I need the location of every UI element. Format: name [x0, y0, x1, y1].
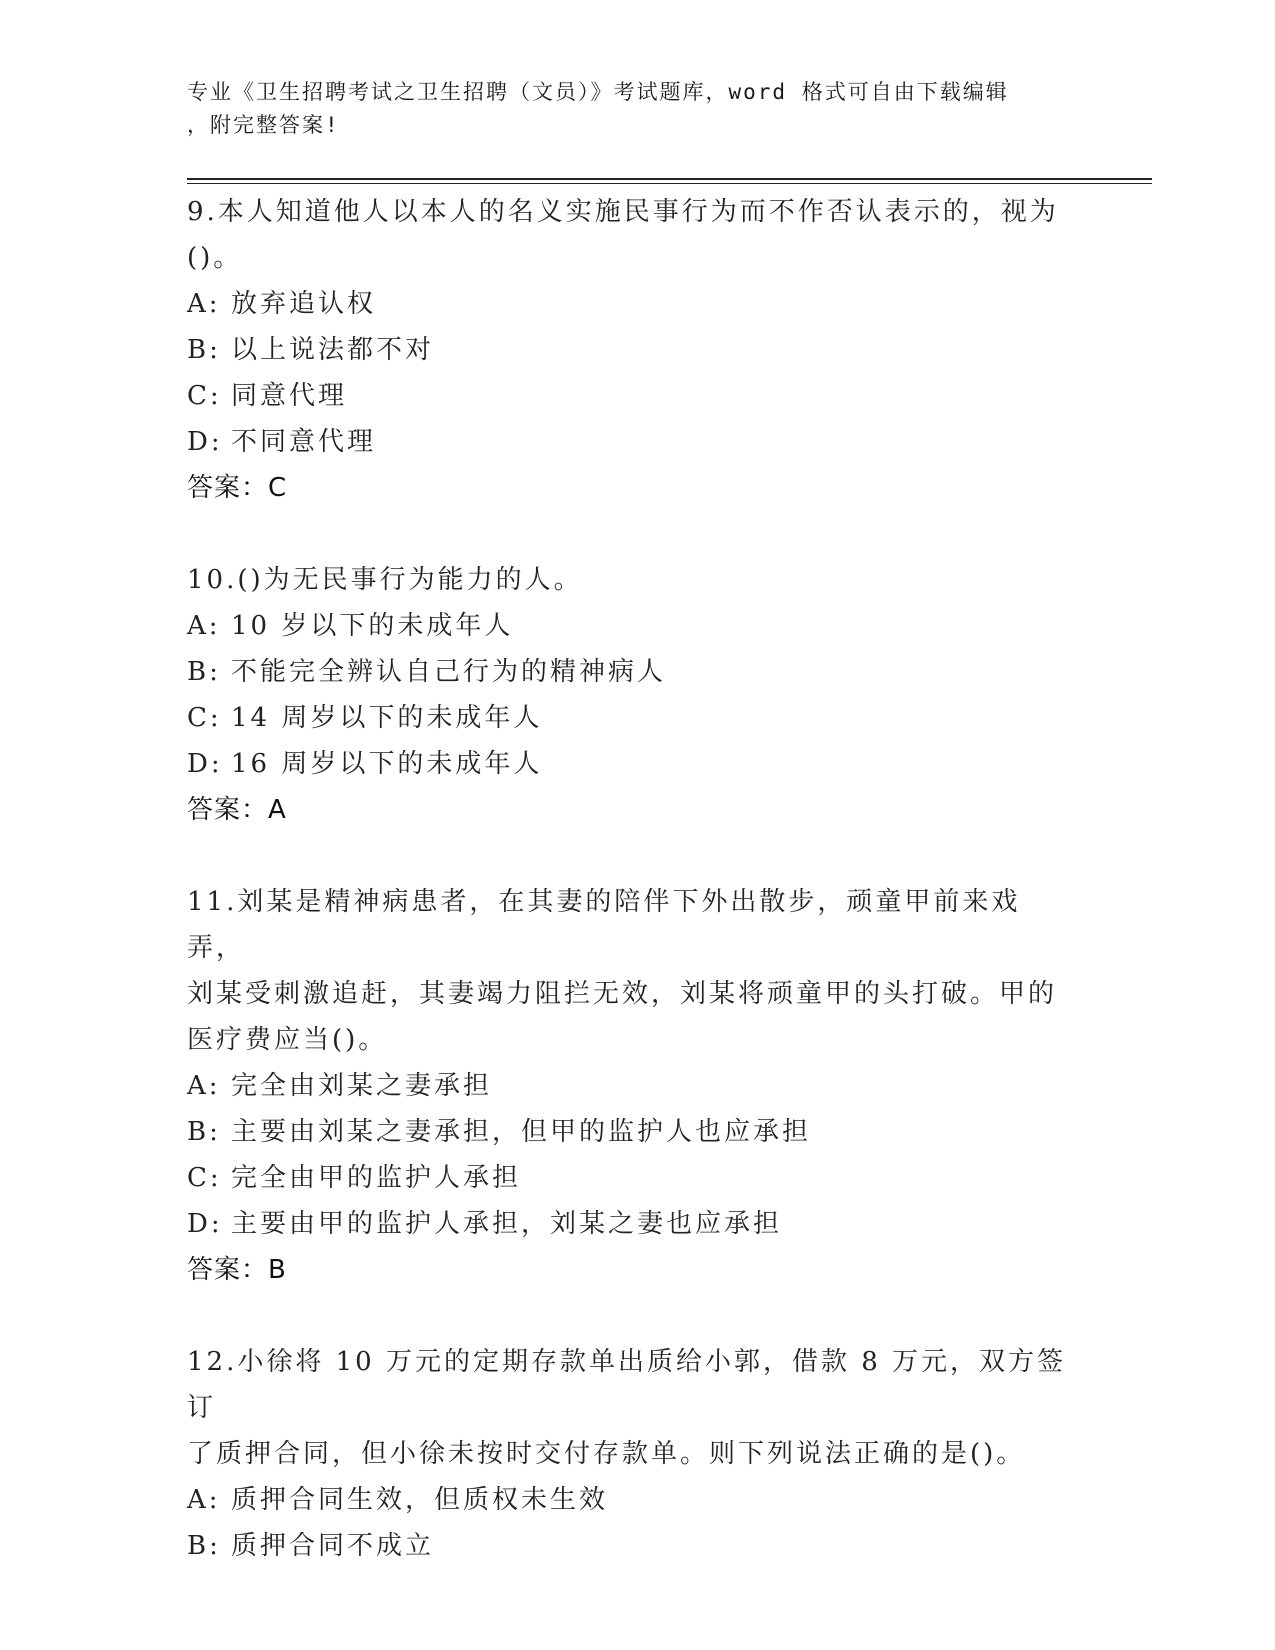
option-letter: C: [187, 381, 222, 411]
option-text: 完全由甲的监护人承担 [231, 1163, 522, 1193]
question-stem-line: 10.()为无民事行为能力的人。 [187, 565, 583, 595]
option-a [187, 1477, 1067, 1523]
option-d [187, 419, 1067, 465]
answer-line: 答案：C [187, 473, 288, 503]
option-c [187, 695, 1067, 741]
header-line-1: 专业《卫生招聘考试之卫生招聘（文员）》考试题库，word 格式可自由下载编辑 [187, 80, 1009, 104]
option-text: 主要由甲的监护人承担，刘某之妻也应承担 [231, 1209, 783, 1239]
option-b [187, 1109, 1067, 1155]
option-text: 16 周岁以下的未成年人 [231, 749, 543, 779]
option-letter: B: [187, 1531, 221, 1561]
document-header [187, 76, 1087, 142]
question-9 [187, 189, 1067, 511]
option-a [187, 603, 1067, 649]
option-letter: A: [187, 1485, 221, 1515]
question-stem-line: 9.本人知道他人以本人的名义实施民事行为而不作否认表示的，视为 [187, 197, 1059, 227]
option-letter: A: [187, 289, 221, 319]
header-line-2: ，附完整答案! [187, 113, 340, 137]
option-letter: B: [187, 1117, 221, 1147]
option-text: 14 周岁以下的未成年人 [231, 703, 543, 733]
answer-line: 答案：A [187, 795, 287, 825]
option-letter: D: [187, 427, 223, 457]
answer-line: 答案：B [187, 1255, 287, 1285]
option-text: 主要由刘某之妻承担，但甲的监护人也应承担 [231, 1117, 812, 1147]
option-text: 不同意代理 [231, 427, 377, 457]
option-c [187, 1155, 1067, 1201]
question-list [187, 189, 1067, 1569]
option-letter: D: [187, 749, 223, 779]
option-letter: A: [187, 611, 221, 641]
option-letter: C: [187, 703, 222, 733]
question-stem-line: 11.刘某是精神病患者，在其妻的陪伴下外出散步，顽童甲前来戏弄， [187, 887, 1021, 963]
question-stem-line: ()。 [187, 243, 243, 273]
option-d [187, 741, 1067, 787]
option-letter: B: [187, 657, 221, 687]
question-stem-line: 12.小徐将 10 万元的定期存款单出质给小郭，借款 8 万元，双方签订 [187, 1347, 1067, 1423]
option-a [187, 1063, 1067, 1109]
question-stem-line: 刘某受刺激追赶，其妻竭力阻拦无效，刘某将顽童甲的头打破。甲的 [187, 979, 1058, 1009]
option-letter: C: [187, 1163, 222, 1193]
option-letter: D: [187, 1209, 223, 1239]
option-text: 以上说法都不对 [231, 335, 435, 365]
option-text: 完全由刘某之妻承担 [231, 1071, 493, 1101]
question-12 [187, 1339, 1067, 1569]
option-text: 同意代理 [231, 381, 348, 411]
option-letter: A: [187, 1071, 221, 1101]
question-stem-line: 医疗费应当()。 [187, 1025, 388, 1055]
option-b [187, 649, 1067, 695]
option-text: 10 岁以下的未成年人 [231, 611, 514, 641]
question-stem-line: 了质押合同，但小徐未按时交付存款单。则下列说法正确的是()。 [187, 1439, 1026, 1469]
option-b [187, 1523, 1067, 1569]
option-c [187, 373, 1067, 419]
option-text: 不能完全辨认自己行为的精神病人 [231, 657, 667, 687]
option-d [187, 1201, 1067, 1247]
option-text: 质押合同生效，但质权未生效 [231, 1485, 609, 1515]
option-a [187, 281, 1067, 327]
question-11 [187, 879, 1067, 1293]
option-text: 放弃追认权 [231, 289, 377, 319]
option-b [187, 327, 1067, 373]
header-divider-thick [187, 178, 1152, 180]
question-10 [187, 557, 1067, 833]
option-text: 质押合同不成立 [231, 1531, 435, 1561]
option-letter: B: [187, 335, 221, 365]
header-divider-thin [187, 183, 1152, 184]
